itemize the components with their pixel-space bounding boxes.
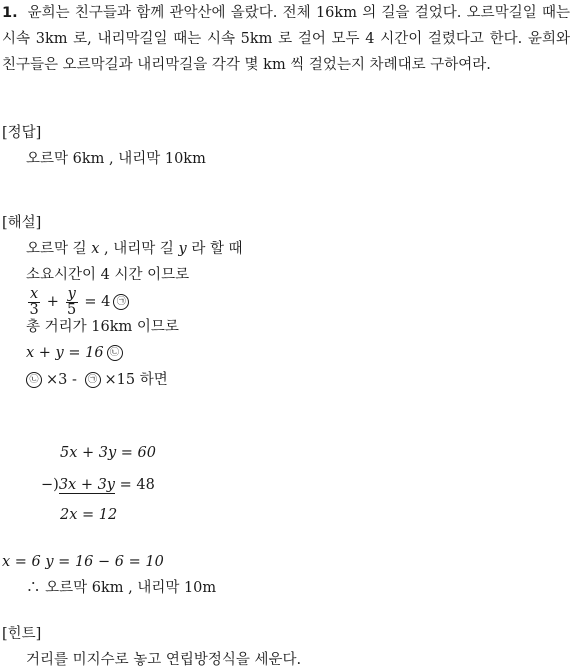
- solution-result: x = 6 y = 16 − 6 = 10: [2, 554, 164, 570]
- plus-sign: +: [46, 294, 59, 310]
- hint-heading: [힌트]: [2, 626, 42, 642]
- fraction-denominator: 5: [67, 301, 77, 318]
- hint-text: 거리를 미지수로 놓고 연립방정식을 세운다.: [26, 652, 302, 668]
- elimination-step: [26, 371, 168, 389]
- solution-line-variables: [26, 240, 243, 258]
- answer-text: 오르막 6km , 내리막 10km: [26, 151, 206, 167]
- operation-text: ×3 -: [46, 372, 82, 388]
- subtraction-marker: −): [41, 477, 59, 493]
- circled-nieun-mark: ㉡: [107, 345, 123, 361]
- variable-y: y: [178, 241, 187, 257]
- operation-text: ×15 하면: [104, 372, 168, 388]
- circled-nieun-mark: ㉡: [26, 372, 42, 388]
- circled-giyeok-mark: ㉠: [113, 294, 129, 310]
- equation-time: [26, 286, 129, 318]
- equation-x-plus-y: x + y = 16: [26, 345, 104, 361]
- problem-number: 1.: [2, 5, 18, 21]
- solution-line-distance: 총 거리가 16km 이므로: [26, 319, 179, 335]
- system-line-1: 5x + 3y = 60: [60, 445, 157, 461]
- solution-text: 라 할 때: [186, 241, 243, 257]
- equation-rhs: = 4: [84, 294, 111, 310]
- system-line-2: [41, 476, 155, 494]
- subtracted-equation: 3x + 3y: [58, 477, 115, 493]
- system-line-3: 2x = 12: [60, 507, 118, 523]
- fraction-y-over-5: [66, 287, 78, 318]
- fraction-denominator: 3: [29, 301, 39, 318]
- solution-line-time: 소요시간이 4 시간 이므로: [26, 267, 190, 283]
- equation-rhs: = 48: [115, 477, 155, 493]
- solution-heading: [해설]: [2, 215, 42, 231]
- answer-heading: [정답]: [2, 125, 42, 141]
- variable-x: x: [91, 241, 100, 257]
- problem-text: 윤희는 친구들과 함께 관악산에 올랐다. 전체 16km 의 길을 걸었다. 오르막길일 때는 시속 3km 로, 내리막길일 때는 시속 5km 로 걸어 모두 4 시간이 걸렸다고 한다. 윤희와 친구들은 오르막길과 내리막길을 각각 몇 km 씩 걸었는지 차례대로 구하여라.: [2, 5, 570, 73]
- solution-conclusion: ∴ 오르막 6km , 내리막 10m: [26, 580, 217, 596]
- solution-text: 오르막 길: [26, 241, 92, 257]
- fraction-x-over-3: [28, 287, 40, 318]
- solution-text: , 내리막 길: [99, 241, 179, 257]
- circled-giyeok-mark: ㉠: [85, 372, 101, 388]
- fraction-numerator: y: [67, 285, 76, 302]
- fraction-numerator: x: [30, 285, 39, 302]
- equation-distance: [26, 344, 123, 362]
- problem-statement: [2, 0, 570, 78]
